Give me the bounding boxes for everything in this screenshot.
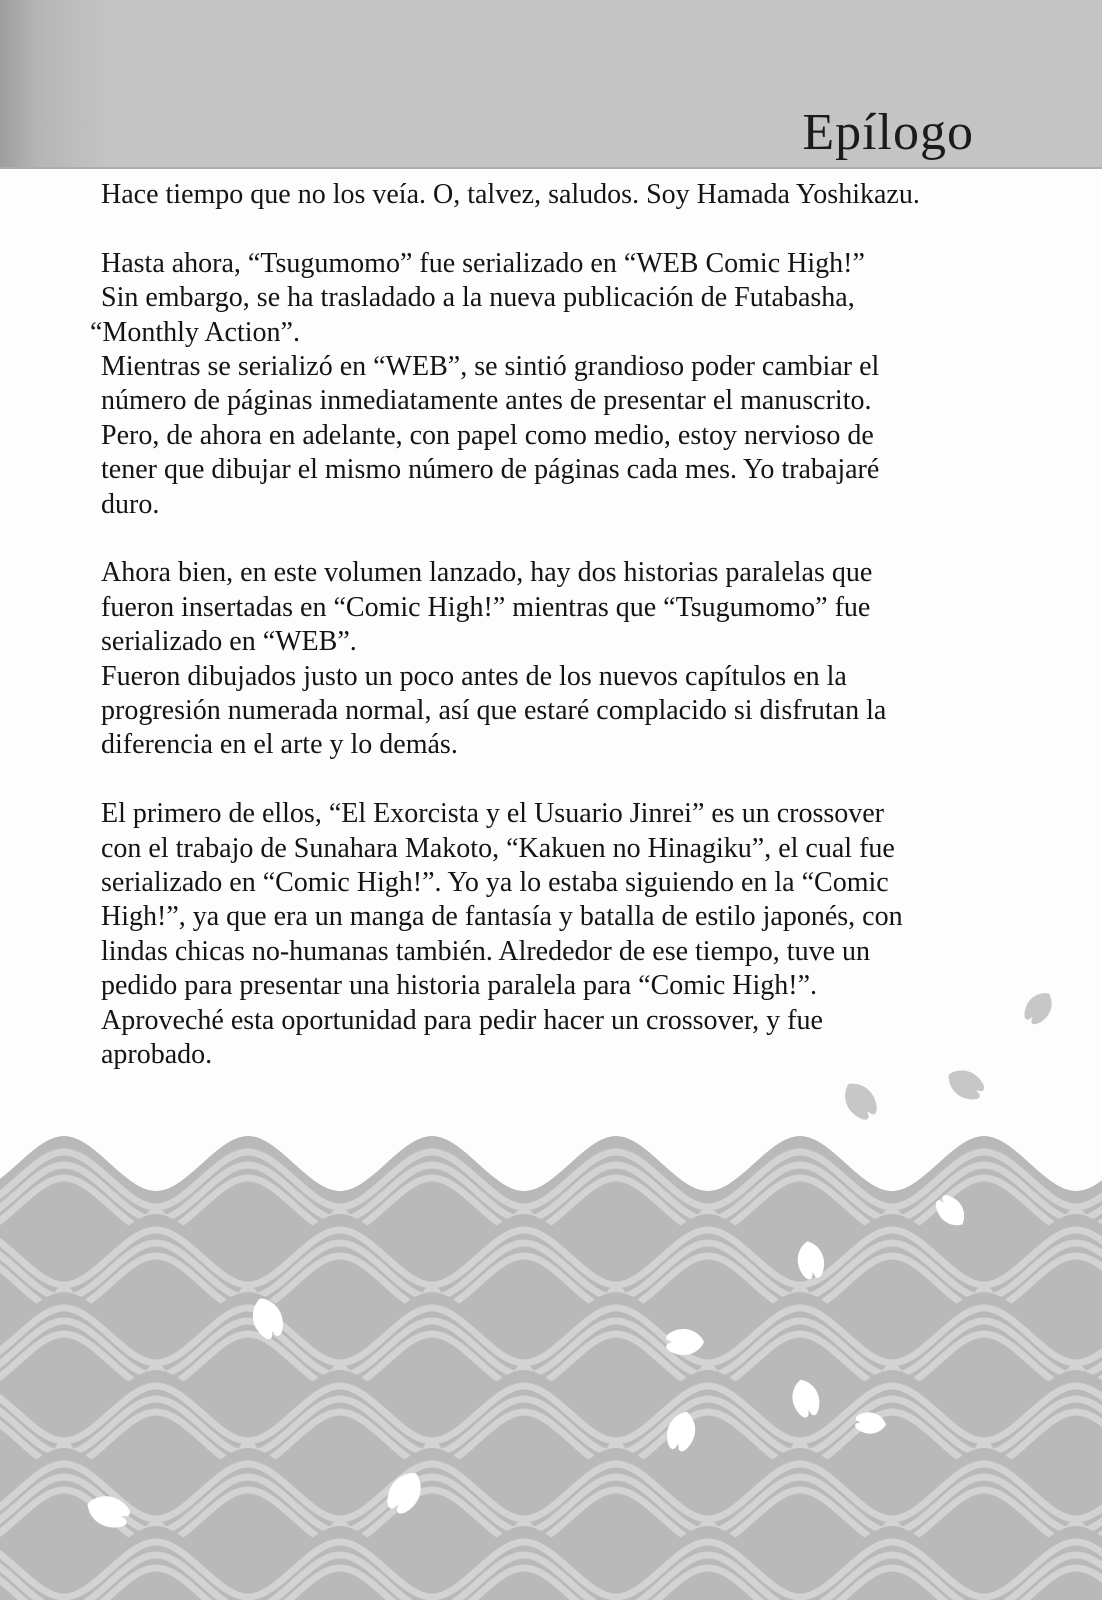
wave-stripe (410, 1399, 638, 1476)
wave-stripe (318, 1334, 546, 1411)
wave-stripe (962, 1568, 1102, 1600)
wave-stripe (0, 1308, 178, 1385)
text-line: Aproveché esta oportunidad para pedir hacer un crossover, y fue (101, 1004, 823, 1036)
wave-stripe (0, 1490, 178, 1567)
wave-stripe (1054, 1464, 1102, 1541)
wave-stripe (318, 1178, 546, 1255)
wave-stripe (42, 1399, 270, 1476)
wave-stripe (42, 1568, 270, 1600)
wave-stripe (870, 1178, 1098, 1255)
wave-decoration (0, 990, 1102, 1600)
wave-row (0, 1370, 1102, 1600)
text-line: pedido para presentar una historia paralela para “Comic High!”. (101, 970, 818, 1002)
wave-row (0, 1526, 1102, 1600)
sakura-petal-icon (247, 1293, 288, 1342)
wave-stripe (502, 1165, 730, 1242)
wave-stripe (870, 1334, 1098, 1411)
wave-stripe (962, 1412, 1102, 1489)
wave-stripe (1054, 1178, 1102, 1255)
paragraph-block (90, 247, 1012, 522)
sakura-petal-icon (82, 1490, 133, 1533)
wave-stripe (870, 1321, 1098, 1398)
text-line: duro. (101, 488, 160, 520)
wave-stripe (0, 1477, 178, 1554)
wave-stripe (594, 1256, 822, 1333)
wave-stripe (686, 1165, 914, 1242)
wave-stripe (778, 1256, 1006, 1333)
wave-stripe (686, 1321, 914, 1398)
text-line: Hasta ahora, “Tsugumomo” fue serializado en “WEB Comic High!” (101, 247, 865, 279)
wave-stripe (1054, 1321, 1102, 1398)
text-line: serializado en “WEB”. (101, 626, 357, 658)
text-line: Mientras se serializó en “WEB”, se sintió grandioso poder cambiar el (101, 351, 880, 383)
wave-stripe (226, 1399, 454, 1476)
wave-stripe (502, 1490, 730, 1567)
wave-stripe (410, 1256, 638, 1333)
text-line: número de páginas inmediatamente antes de presentar el manuscrito. (101, 385, 872, 417)
wave-stripe (318, 1165, 546, 1242)
wave-stripe (502, 1152, 730, 1229)
header-banner (0, 0, 1102, 169)
wave-stripe (226, 1568, 454, 1600)
sakura-petal-icon (794, 1239, 826, 1281)
text-line: fueron insertadas en “Comic High!” mientras que “Tsugumomo” fue (101, 591, 871, 623)
wave-stripe (410, 1542, 638, 1600)
wave-stripe (134, 1334, 362, 1411)
wave-stripe (0, 1178, 178, 1255)
wave-stripe (410, 1555, 638, 1600)
text-line: serializado en “Comic High!”. Yo ya lo estaba siguiendo en la “Comic (101, 867, 889, 899)
wave-stripe (410, 1230, 638, 1307)
wave-stripe (134, 1152, 362, 1229)
wave-stripe (962, 1399, 1102, 1476)
wave-stripe (778, 1399, 1006, 1476)
wave-stripe (410, 1243, 638, 1320)
wave-stripe (962, 1555, 1102, 1600)
wave-stripe (0, 1568, 86, 1600)
wave-stripe (962, 1256, 1102, 1333)
paragraph-block (101, 178, 1012, 212)
wave-stripe (410, 1386, 638, 1463)
sakura-petal-icon (663, 1408, 700, 1453)
wave-stripe (0, 1464, 178, 1541)
wave-stripe (226, 1555, 454, 1600)
wave-stripe (594, 1386, 822, 1463)
wave-stripe (226, 1230, 454, 1307)
text-line: lindas chicas no-humanas también. Alrededor de ese tiempo, tuve un (101, 935, 871, 967)
wave-stripe (1054, 1334, 1102, 1411)
wave-stripe (318, 1321, 546, 1398)
wave-stripe (0, 1412, 86, 1489)
wave-stripe (1054, 1165, 1102, 1242)
wave-stripe (594, 1412, 822, 1489)
text-line: Fueron dibujados justo un poco antes de los nuevos capítulos en la (101, 660, 847, 692)
wave-row (0, 1214, 1102, 1600)
sakura-petal-icon (788, 1376, 823, 1419)
body-text (0, 169, 1102, 1073)
wave-stripe (0, 1542, 86, 1600)
paragraph-block (101, 797, 1012, 1072)
wave-stripe (870, 1464, 1098, 1541)
wave-stripe (962, 1230, 1102, 1307)
wave-stripe (0, 1399, 86, 1476)
wave-stripe (226, 1542, 454, 1600)
wave-row (0, 1136, 1102, 1556)
wave-stripe (0, 1152, 178, 1229)
wave-stripe (134, 1178, 362, 1255)
wave-stripe (686, 1152, 914, 1229)
wave-stripe (962, 1542, 1102, 1600)
wave-stripe (0, 1334, 178, 1411)
wave-stripe (778, 1568, 1006, 1600)
sakura-petal-icon (666, 1329, 704, 1355)
wave-stripe (870, 1152, 1098, 1229)
wave-stripe (42, 1243, 270, 1320)
wave-stripe (502, 1464, 730, 1541)
wave-stripe (318, 1464, 546, 1541)
wave-stripe (778, 1243, 1006, 1320)
wave-stripe (686, 1308, 914, 1385)
text-line: diferencia en el arte y lo demás. (101, 729, 458, 761)
wave-stripe (410, 1412, 638, 1489)
sakura-petal-icon (855, 1411, 887, 1435)
text-line: aprobado. (101, 1039, 213, 1071)
wave-stripe (410, 1568, 638, 1600)
wave-stripe (1054, 1308, 1102, 1385)
wave-stripe (962, 1243, 1102, 1320)
wave-stripe (686, 1490, 914, 1567)
wave-stripe (0, 1230, 86, 1307)
wave-stripe (226, 1243, 454, 1320)
wave-stripe (42, 1386, 270, 1463)
wave-stripe (778, 1542, 1006, 1600)
wave-row (0, 1448, 1102, 1600)
wave-stripe (42, 1256, 270, 1333)
text-line: “Monthly Action”. (90, 316, 300, 348)
wave-stripe (778, 1230, 1006, 1307)
wave-stripe (594, 1568, 822, 1600)
wave-stripe (1054, 1477, 1102, 1554)
wave-stripe (42, 1555, 270, 1600)
wave-stripe (686, 1477, 914, 1554)
wave-stripe (134, 1464, 362, 1541)
wave-stripe (226, 1256, 454, 1333)
wave-stripe (42, 1542, 270, 1600)
wave-stripe (594, 1542, 822, 1600)
wave-stripe (594, 1230, 822, 1307)
wave-stripe (778, 1555, 1006, 1600)
wave-stripe (0, 1386, 86, 1463)
page-title: Epílogo (802, 104, 974, 161)
wave-stripe (778, 1386, 1006, 1463)
wave-stripe (594, 1555, 822, 1600)
wave-stripe (318, 1477, 546, 1554)
wave-stripe (318, 1152, 546, 1229)
wave-stripe (686, 1334, 914, 1411)
wave-stripe (318, 1490, 546, 1567)
paragraph-block (101, 556, 1012, 762)
wave-stripe (686, 1178, 914, 1255)
text-line: Pero, de ahora en adelante, con papel como medio, estoy nervioso de (101, 419, 874, 451)
text-line: con el trabajo de Sunahara Makoto, “Kakuen no Hinagiku”, el cual fue (101, 832, 895, 864)
wave-stripe (870, 1308, 1098, 1385)
wave-stripe (0, 1243, 86, 1320)
wave-stripe (1054, 1152, 1102, 1229)
wave-stripe (502, 1477, 730, 1554)
wave-stripe (870, 1477, 1098, 1554)
seigaiha-wave-pattern (0, 1136, 1102, 1600)
text-line: tener que dibujar el mismo número de páginas cada mes. Yo trabajaré (101, 454, 880, 486)
wave-stripe (1054, 1490, 1102, 1567)
wave-stripe (502, 1178, 730, 1255)
wave-stripe (134, 1321, 362, 1398)
text-line: Ahora bien, en este volumen lanzado, hay dos historias paralelas que (101, 557, 873, 589)
wave-stripe (226, 1412, 454, 1489)
wave-row (0, 1292, 1102, 1600)
wave-stripe (962, 1386, 1102, 1463)
wave-stripe (502, 1308, 730, 1385)
text-line: Hace tiempo que no los veía. O, talvez, saludos. Soy Hamada Yoshikazu. (101, 179, 920, 210)
wave-stripe (870, 1165, 1098, 1242)
wave-stripe (594, 1243, 822, 1320)
text-line: High!”, ya que era un manga de fantasía y batalla de estilo japonés, con (101, 901, 903, 933)
wave-stripe (226, 1386, 454, 1463)
wave-stripe (502, 1321, 730, 1398)
sakura-petal-icon (837, 1076, 882, 1124)
wave-stripe (134, 1165, 362, 1242)
text-line: Sin embargo, se ha trasladado a la nueva publicación de Futabasha, (101, 282, 855, 314)
sakura-petal-icon (381, 1466, 428, 1518)
wave-stripe (870, 1490, 1098, 1567)
wave-stripe (134, 1308, 362, 1385)
text-line: El primero de ellos, “El Exorcista y el Usuario Jinrei” es un crossover (101, 798, 884, 830)
wave-stripe (594, 1399, 822, 1476)
wave-stripe (42, 1412, 270, 1489)
wave-stripe (686, 1464, 914, 1541)
wave-stripe (42, 1230, 270, 1307)
wave-stripe (0, 1321, 178, 1398)
wave-stripe (134, 1490, 362, 1567)
wave-stripe (0, 1165, 178, 1242)
text-line: progresión numerada normal, así que estaré complacido si disfrutan la (101, 695, 887, 727)
wave-stripe (0, 1555, 86, 1600)
wave-stripe (778, 1412, 1006, 1489)
wave-stripe (502, 1334, 730, 1411)
wave-stripe (134, 1477, 362, 1554)
sakura-petal-icon (931, 1191, 971, 1232)
wave-stripe (318, 1308, 546, 1385)
wave-stripe (0, 1256, 86, 1333)
